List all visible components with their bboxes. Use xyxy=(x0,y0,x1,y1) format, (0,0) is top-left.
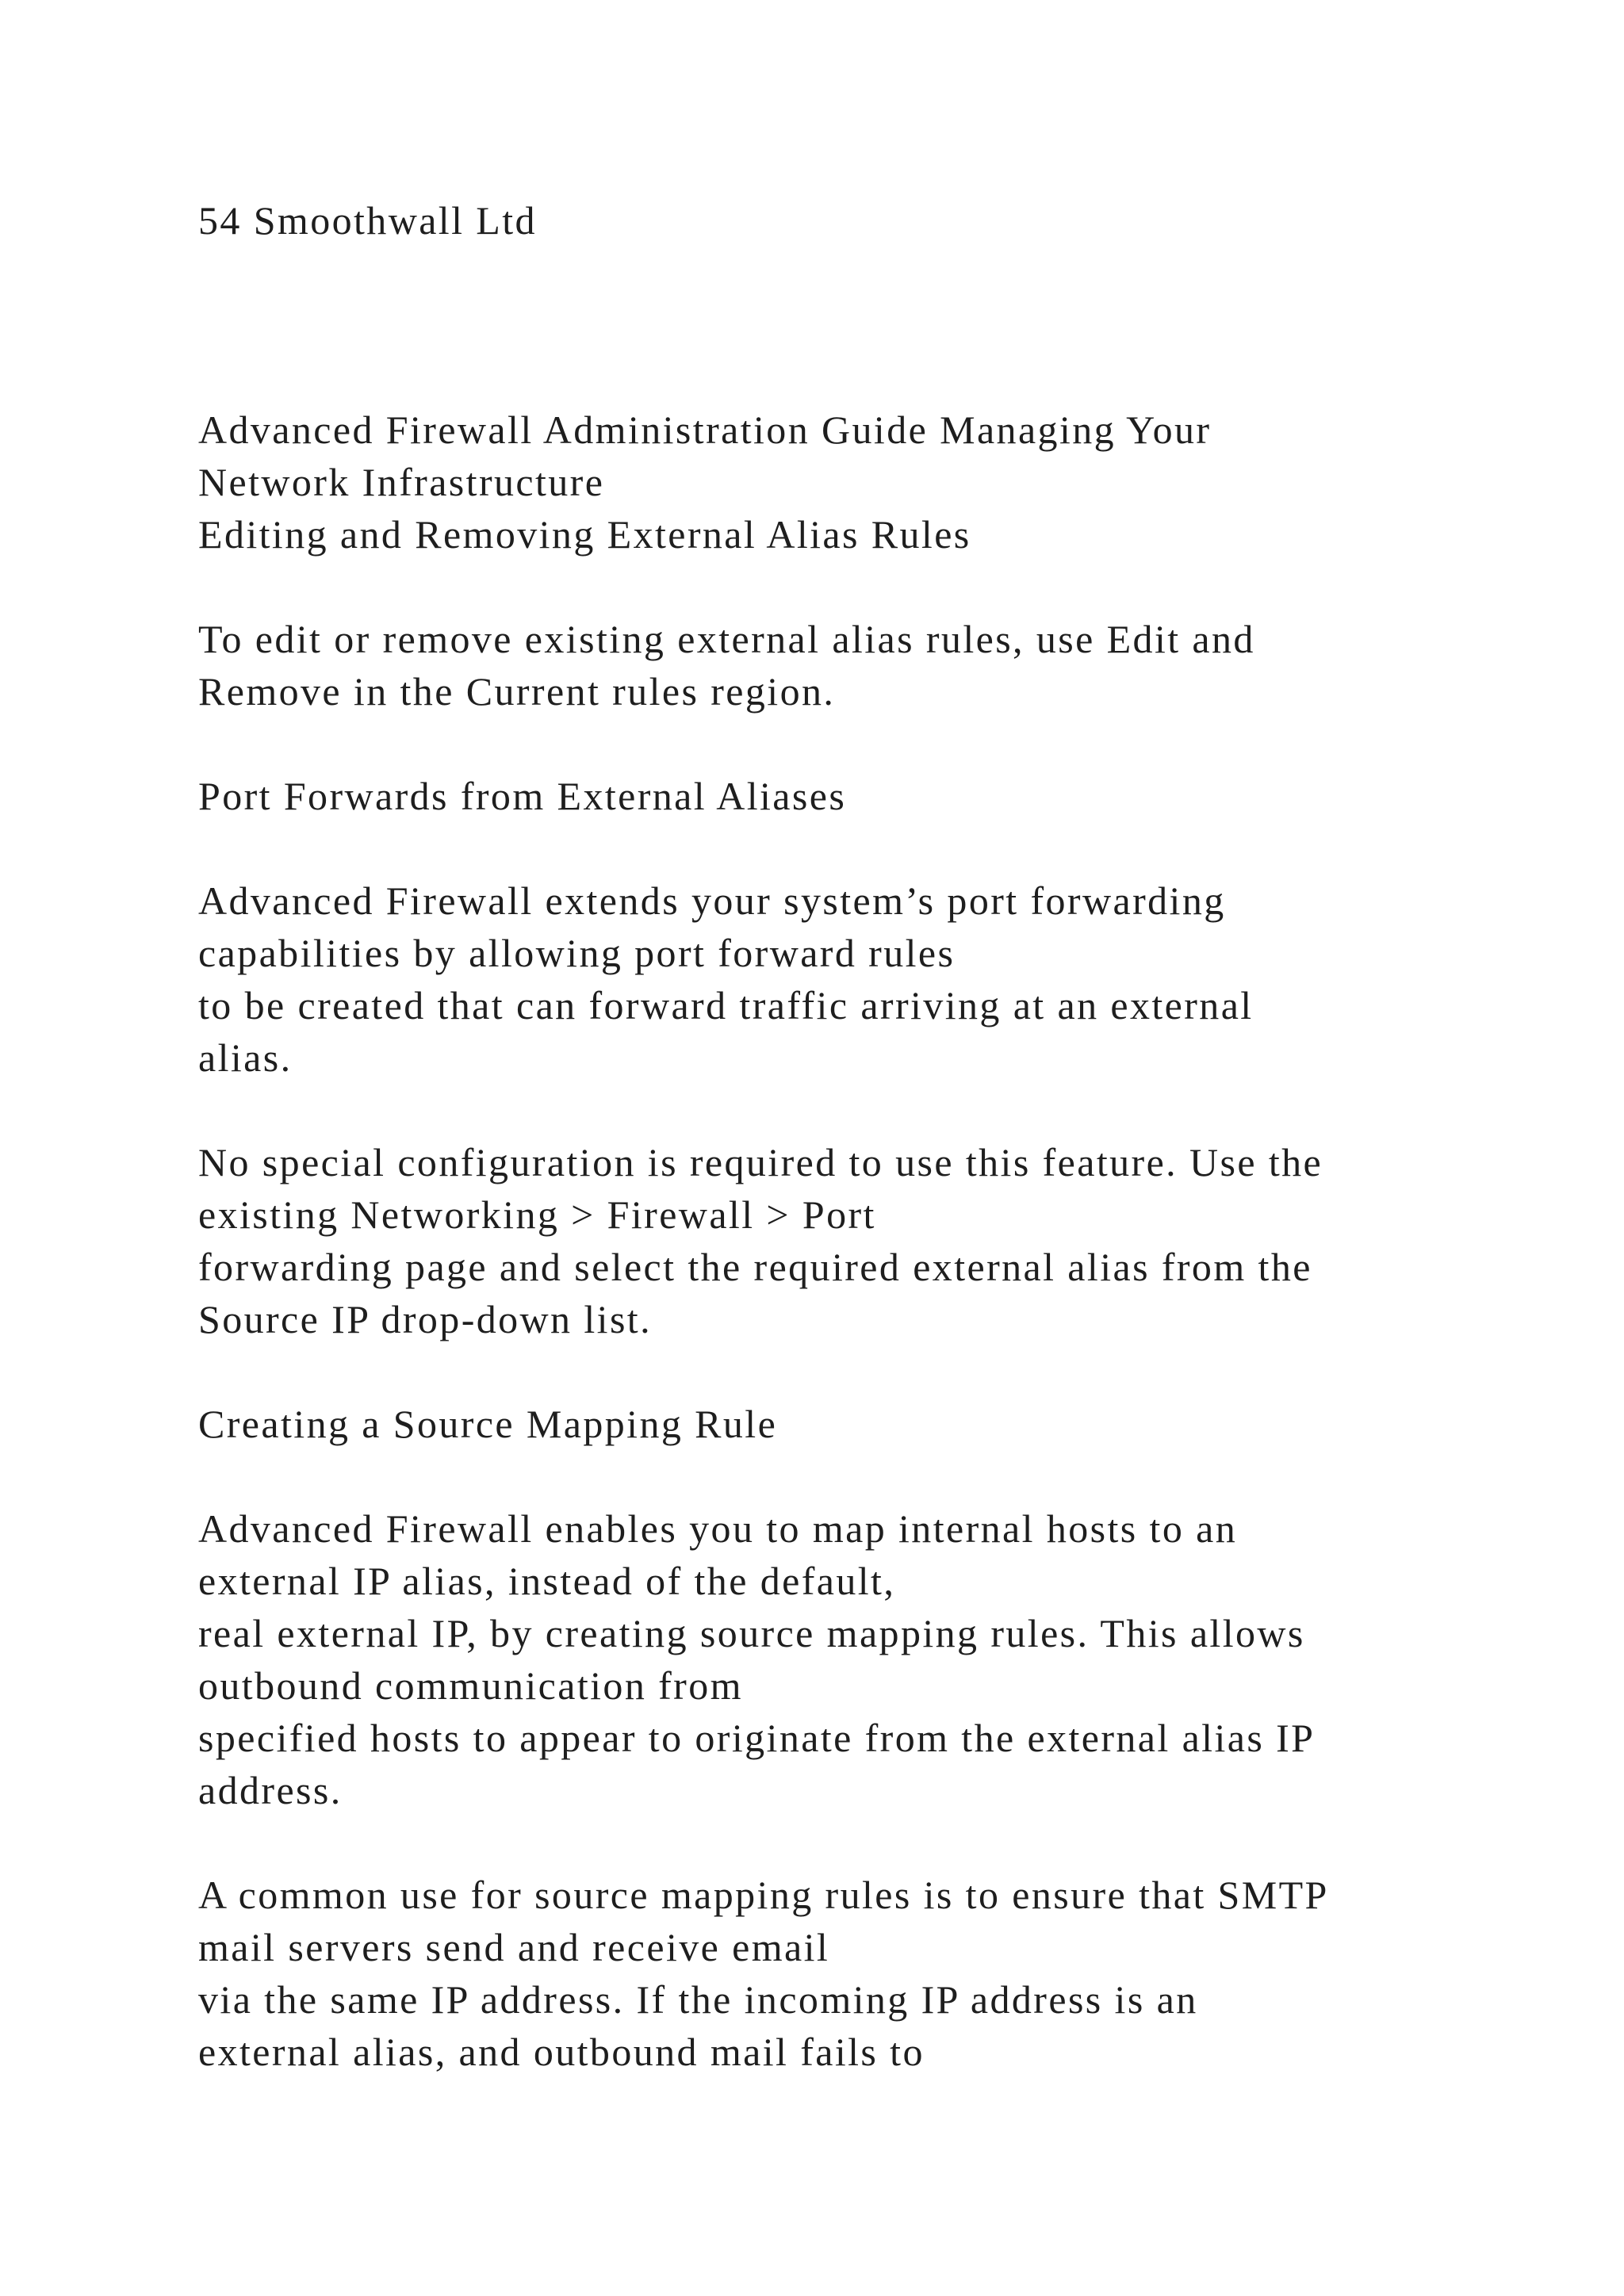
blank-line xyxy=(198,247,1546,299)
blank-line xyxy=(198,718,1546,770)
paragraph-line: external alias, and outbound mail fails to xyxy=(198,2030,925,2074)
document-body xyxy=(198,194,1546,2078)
paragraph-line: Advanced Firewall extends your system’s port forwarding xyxy=(198,878,1226,923)
paragraph-line: address. xyxy=(198,1768,343,1812)
paragraph-line: capabilities by allowing port forward rules xyxy=(198,931,956,975)
page-header: 54 Smoothwall Ltd xyxy=(198,198,537,243)
document-title-cont: Network Infrastructure xyxy=(198,460,605,504)
paragraph-line: To edit or remove existing external alias rules, use Edit and xyxy=(198,617,1255,661)
blank-line xyxy=(198,1084,1546,1136)
section-heading-editing: Editing and Removing External Alias Rules xyxy=(198,512,971,557)
paragraph-line: specified hosts to appear to originate from the external alias IP xyxy=(198,1716,1316,1760)
blank-line xyxy=(198,299,1546,351)
paragraph-line: existing Networking > Firewall > Port xyxy=(198,1192,876,1237)
paragraph-line: A common use for source mapping rules is to ensure that SMTP xyxy=(198,1873,1329,1917)
paragraph-line: external IP alias, instead of the default, xyxy=(198,1559,896,1603)
blank-line xyxy=(198,1450,1546,1502)
blank-line xyxy=(198,561,1546,613)
section-heading-port-forwards: Port Forwards from External Aliases xyxy=(198,774,847,818)
paragraph-line: alias. xyxy=(198,1035,293,1080)
paragraph-line: outbound communication from xyxy=(198,1663,743,1708)
paragraph-line: Remove in the Current rules region. xyxy=(198,669,836,714)
document-title: Advanced Firewall Administration Guide Managing Your xyxy=(198,408,1212,452)
paragraph-line: Source IP drop-down list. xyxy=(198,1297,652,1341)
section-heading-source-mapping: Creating a Source Mapping Rule xyxy=(198,1402,778,1446)
blank-line xyxy=(198,1816,1546,1869)
paragraph-line: to be created that can forward traffic arriving at an external xyxy=(198,983,1254,1027)
paragraph-line: mail servers send and receive email xyxy=(198,1925,830,1969)
paragraph-line: real external IP, by creating source mapping rules. This allows xyxy=(198,1611,1305,1655)
paragraph-line: via the same IP address. If the incoming IP address is an xyxy=(198,1977,1198,2022)
paragraph-line: forwarding page and select the required external alias from the xyxy=(198,1245,1312,1289)
paragraph-line: No special configuration is required to use this feature. Use the xyxy=(198,1140,1323,1184)
paragraph-line: Advanced Firewall enables you to map internal hosts to an xyxy=(198,1506,1238,1551)
blank-line xyxy=(198,1345,1546,1398)
blank-line xyxy=(198,351,1546,404)
blank-line xyxy=(198,822,1546,874)
